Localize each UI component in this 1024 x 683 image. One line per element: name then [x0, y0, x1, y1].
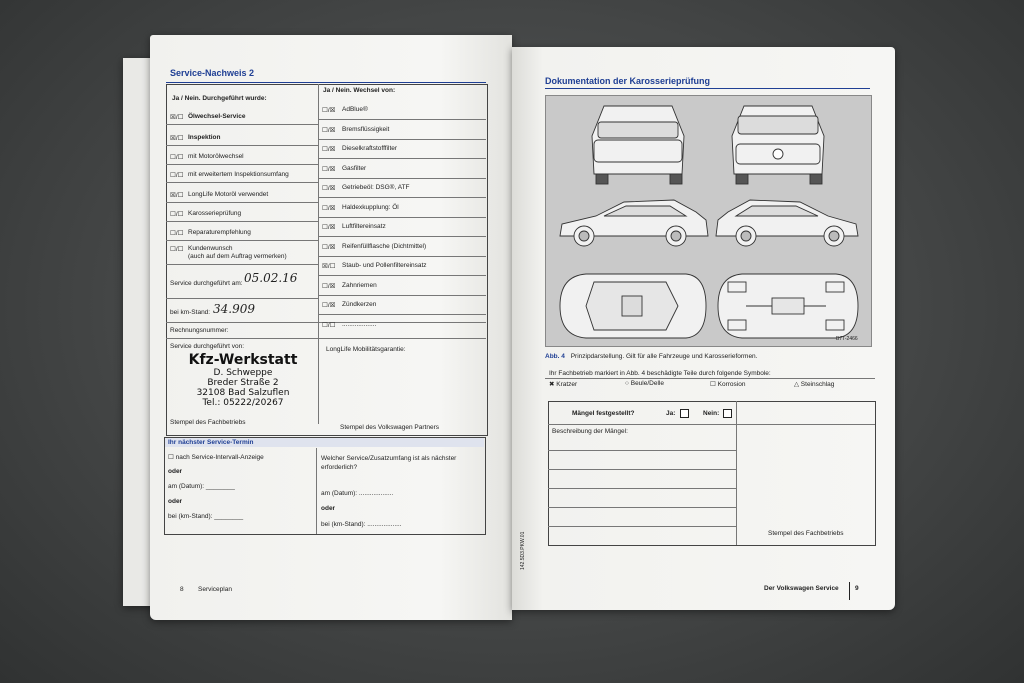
- change-row-label: ...................: [342, 320, 377, 328]
- car-diagram: [545, 95, 872, 347]
- next-service-title: Ihr nächster Service-Termin: [168, 439, 254, 446]
- service-row-label: LongLife Motoröl verwendet: [188, 191, 269, 198]
- service-row-label: Karosserieprüfung: [188, 210, 242, 217]
- change-checkbox: ☒/☐: [322, 263, 336, 270]
- change-row-label: Staub- und Pollenfiltereinsatz: [342, 262, 427, 269]
- invoice-label: Rechnungsnummer:: [170, 327, 229, 334]
- stamp-phone: Tel.: 05222/20267: [202, 398, 284, 408]
- change-checkbox: ☐/☒: [322, 204, 336, 212]
- next-left-line: bei (km-Stand): ________: [168, 513, 244, 520]
- change-checkbox: ☐/☒: [322, 126, 336, 134]
- change-row-label: Luftfiltereinsatz: [342, 223, 386, 230]
- next-left-line: ☐ nach Service-Intervall-Anzeige: [168, 454, 264, 461]
- change-checkbox: ☐/☒: [322, 282, 336, 290]
- change-row-label: Haldexkupplung: Öl: [342, 203, 399, 211]
- change-checkbox: ☐/☒: [322, 224, 336, 231]
- table-divider: [318, 84, 319, 424]
- figure-caption: [545, 353, 757, 360]
- caption-label: Abb. 4: [545, 353, 565, 360]
- next-right-line: am (Datum): ...................: [321, 490, 394, 497]
- col-right-header: Ja / Nein. Wechsel von:: [323, 87, 396, 94]
- next-right-line: bei (km-Stand): ...................: [321, 521, 402, 528]
- service-row-label: Reparaturempfehlung: [188, 229, 251, 236]
- stamp-city: 32108 Bad Salzuflen: [196, 388, 290, 398]
- right-title-rule: [545, 88, 870, 89]
- damage-symbol: △ Steinschlag: [794, 381, 835, 388]
- row-checkbox: ☐/☐: [170, 230, 184, 237]
- right-stamp-label: Stempel des Fachbetriebs: [768, 530, 844, 537]
- yes-checkbox[interactable]: [680, 409, 689, 418]
- row-checkbox: ☒/☐: [170, 135, 184, 142]
- left-page-title: Service-Nachweis 2: [170, 68, 255, 78]
- change-row-label: Dieselkraftstofffilter: [342, 145, 398, 152]
- service-date-label: Service durchgeführt am:: [170, 280, 243, 287]
- title-rule: [166, 82, 486, 83]
- next-right-line: erforderlich?: [321, 464, 358, 471]
- change-row-label: Zündkerzen: [342, 301, 377, 308]
- figure-code: B7T-2466: [836, 336, 858, 342]
- col-left-header: Ja / Nein. Durchgeführt wurde:: [172, 95, 267, 102]
- change-checkbox: ☐/☒: [322, 185, 336, 192]
- description-label: Beschreibung der Mängel:: [552, 428, 628, 435]
- change-row-label: Zahnriemen: [342, 281, 377, 289]
- service-row-label: Ölwechsel-Service: [188, 113, 246, 120]
- next-left-line: oder: [168, 498, 183, 505]
- change-row-label: Getriebeöl: DSG®, ATF: [342, 184, 410, 191]
- stamp-dealer-label: Stempel des Fachbetriebs: [170, 419, 246, 426]
- defects-box: [548, 401, 876, 546]
- right-page-number: 9: [855, 585, 859, 592]
- change-row-label: AdBlue®: [342, 106, 368, 113]
- next-left-line: am (Datum): ________: [168, 483, 235, 490]
- row-checkbox: ☐/☐: [170, 211, 184, 218]
- change-row-label: Gasfilter: [342, 164, 367, 172]
- done-by-label: Service durchgeführt von:: [170, 343, 245, 350]
- stamp-vw-label: Stempel des Volkswagen Partners: [340, 424, 439, 431]
- change-row-label: Bremsflüssigkeit: [342, 125, 390, 133]
- damage-symbol: ✖ Kratzer: [549, 381, 578, 388]
- service-row-label: Inspektion: [188, 134, 221, 141]
- left-page-footer: Serviceplan: [198, 586, 232, 593]
- car-outline-drawings: [546, 96, 871, 346]
- change-checkbox: ☐/☒: [322, 243, 336, 251]
- no-label: Nein:: [703, 410, 720, 417]
- caption-text: Prinzipdarstellung. Gilt für alle Fahrzeuge und Karosserieformen.: [570, 353, 758, 360]
- row-checkbox: ☐/☐: [170, 154, 184, 161]
- right-page-footer: Der Volkswagen Service: [764, 585, 839, 592]
- km-value: 34.909: [213, 302, 255, 316]
- left-page-number: 8: [180, 586, 184, 593]
- service-date-value: 05.02.16: [244, 271, 298, 285]
- row-checkbox: ☐/☐: [170, 172, 184, 179]
- side-code: 142.5D3.PKW.01: [520, 531, 526, 570]
- row-checkbox: ☒/☐: [170, 192, 184, 199]
- stamp-owner: D. Schweppe: [213, 368, 273, 378]
- workshop-stamp: [168, 352, 318, 408]
- change-checkbox: ☐/☒: [322, 107, 336, 114]
- damage-symbol: ☐ Korrosion: [710, 381, 746, 388]
- service-row-sublabel: (auch auf dem Auftrag vermerken): [188, 253, 287, 260]
- next-right-line: oder: [321, 505, 336, 512]
- right-page-title: Dokumentation der Karosserieprüfung: [545, 76, 711, 86]
- row-checkbox: ☐/☐: [170, 246, 184, 253]
- no-checkbox[interactable]: [723, 409, 732, 418]
- change-checkbox: ☐/☒: [322, 302, 336, 309]
- change-checkbox: ☐/☒: [322, 146, 336, 153]
- stamp-name: Kfz-Werkstatt: [188, 352, 298, 368]
- damage-symbol: ○ Beule/Delle: [625, 380, 664, 387]
- symbol-instruction: Ihr Fachbetrieb markiert in Abb. 4 beschädigte Teile durch folgende Symbole:: [549, 370, 771, 377]
- service-row-label: mit erweitertem Inspektionsumfang: [188, 171, 289, 178]
- service-row-label: Kundenwunsch: [188, 245, 233, 252]
- next-left-line: oder: [168, 468, 183, 475]
- row-checkbox: ☒/☐: [170, 114, 184, 121]
- change-checkbox: ☐/☐: [322, 321, 336, 329]
- mobility-label: LongLife Mobilitätsgarantie:: [326, 346, 406, 353]
- yes-label: Ja:: [666, 410, 676, 417]
- change-checkbox: ☐/☒: [322, 165, 336, 173]
- defects-label: Mängel festgestellt?: [572, 410, 635, 417]
- change-row-label: Reifenfüllflasche (Dichtmittel): [342, 242, 427, 250]
- service-row-label: mit Motorölwechsel: [188, 153, 244, 160]
- next-right-line: Welcher Service/Zusatzumfang ist als nächster: [321, 455, 457, 462]
- stamp-street: Breder Straße 2: [207, 378, 279, 388]
- km-label: bei km-Stand:: [170, 309, 211, 316]
